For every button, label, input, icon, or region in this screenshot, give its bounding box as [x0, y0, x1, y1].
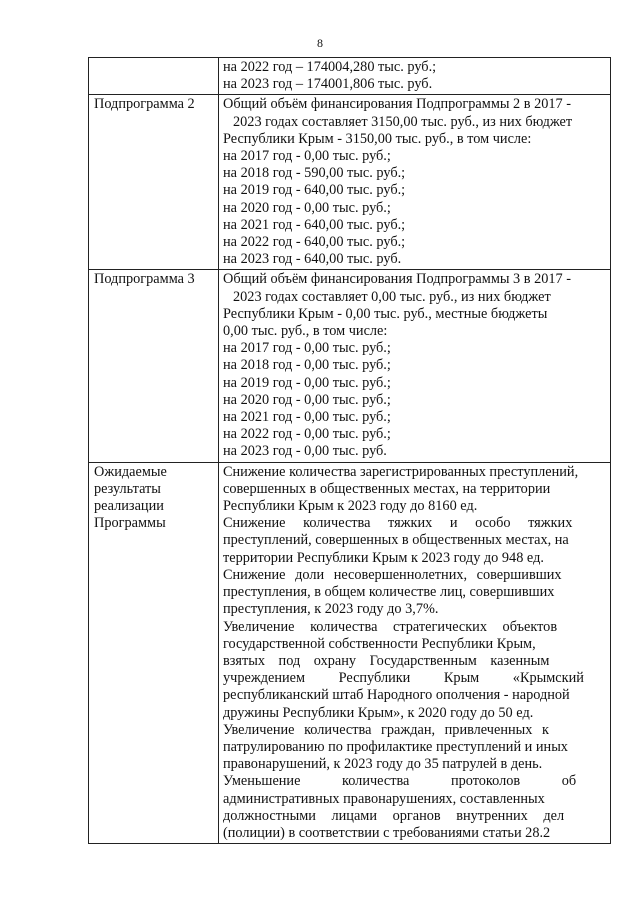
row-content	[219, 95, 611, 270]
passport-table	[88, 57, 611, 844]
text-line: республиканский штаб Народного ополчения - народной	[223, 687, 570, 704]
text-line: учреждением Республики Крым «Крымский	[223, 670, 584, 687]
text-line: преступления, к 2023 году до 3,7%.	[223, 601, 439, 618]
label-line: реализации	[94, 498, 164, 515]
text-line: территории Республики Крым к 2023 году до 948 ед.	[223, 549, 544, 566]
text-line: государственной собственности Республики Крым,	[223, 635, 536, 652]
table-row	[89, 95, 611, 270]
text-line: совершенных в общественных местах, на территории	[223, 480, 551, 497]
text-line: на 2023 год – 174001,806 тыс. руб.	[223, 76, 433, 93]
text-line: (полиции) в соответствии с требованиями статьи 28.2	[223, 824, 551, 841]
table-row	[89, 270, 611, 462]
text-line: на 2019 год - 0,00 тыс. руб.;	[223, 374, 391, 391]
page-number: 8	[317, 36, 323, 50]
text-line: на 2018 год - 590,00 тыс. руб.;	[223, 165, 406, 182]
text-line: 2023 годах составляет 3150,00 тыс. руб., из них бюджет	[233, 113, 573, 130]
text-line: 2023 годах составляет 0,00 тыс. руб., из них бюджет	[233, 288, 551, 305]
text-line: патрулированию по профилактике преступлений и иных	[223, 738, 568, 755]
label-line: Программы	[94, 515, 166, 532]
text-line: Республики Крым - 0,00 тыс. руб., местные бюджеты	[223, 305, 548, 322]
text-line: Снижение количества зарегистрированных преступлений,	[223, 463, 579, 480]
text-line: на 2021 год - 640,00 тыс. руб.;	[223, 216, 406, 233]
text-line: на 2023 год - 640,00 тыс. руб.	[223, 251, 402, 268]
text-line: административных правонарушениях, составленных	[223, 790, 545, 807]
text-line: на 2017 год - 0,00 тыс. руб.;	[223, 340, 391, 357]
text-line: Уменьшение количества протоколов об	[223, 773, 577, 790]
row-label	[89, 58, 219, 95]
text-line: на 2021 год - 0,00 тыс. руб.;	[223, 409, 391, 426]
row-content	[219, 58, 611, 95]
text-line: Увеличение количества граждан, привлеченных к	[223, 721, 549, 738]
label-line: Ожидаемые	[94, 463, 167, 480]
text-line: должностными лицами органов внутренних дел	[223, 807, 565, 824]
text-line: взятых под охрану Государственным казенным	[223, 652, 550, 669]
text-line: Снижение доли несовершеннолетних, совершивших	[223, 566, 562, 583]
label-line: результаты	[94, 480, 161, 497]
text-line: на 2022 год - 640,00 тыс. руб.;	[223, 234, 406, 251]
text-line: на 2017 год - 0,00 тыс. руб.;	[223, 148, 391, 165]
text-line: преступлений, совершенных в общественных местах, на	[223, 532, 569, 549]
text-line: Республики Крым - 3150,00 тыс. руб., в том числе:	[223, 130, 532, 147]
text-line: Республики Крым к 2023 году до 8160 ед.	[223, 498, 478, 515]
text-line: Увеличение количества стратегических объектов	[223, 618, 558, 635]
row-content	[219, 270, 611, 462]
text-line: на 2020 год - 0,00 тыс. руб.;	[223, 391, 391, 408]
table-row	[89, 462, 611, 843]
text-line: правонарушений, к 2023 году до 35 патрулей в день.	[223, 756, 543, 773]
text-line: на 2022 год – 174004,280 тыс. руб.;	[223, 59, 437, 75]
row-label	[89, 462, 219, 843]
text-line: на 2019 год - 640,00 тыс. руб.;	[223, 182, 406, 199]
text-line: на 2022 год - 0,00 тыс. руб.;	[223, 426, 391, 443]
text-line: 0,00 тыс. руб., в том числе:	[223, 323, 388, 340]
text-line: на 2020 год - 0,00 тыс. руб.;	[223, 199, 391, 216]
table-row	[89, 58, 611, 95]
text-line: преступления, в общем количестве лиц, совершивших	[223, 584, 555, 601]
text-line: на 2018 год - 0,00 тыс. руб.;	[223, 357, 391, 374]
row-label: Подпрограмма 2	[89, 95, 219, 270]
row-content	[219, 462, 611, 843]
text-line: дружины Республики Крым», к 2020 году до 50 ед.	[223, 704, 534, 721]
text-line: Общий объём финансирования Подпрограммы 2 в 2017 -	[223, 96, 572, 113]
text-line: Общий объём финансирования Подпрограммы 3 в 2017 -	[223, 271, 572, 288]
text-line: на 2023 год - 0,00 тыс. руб.	[223, 443, 387, 460]
text-line: Снижение количества тяжких и особо тяжких	[223, 515, 573, 532]
row-label: Подпрограмма 3	[89, 270, 219, 462]
